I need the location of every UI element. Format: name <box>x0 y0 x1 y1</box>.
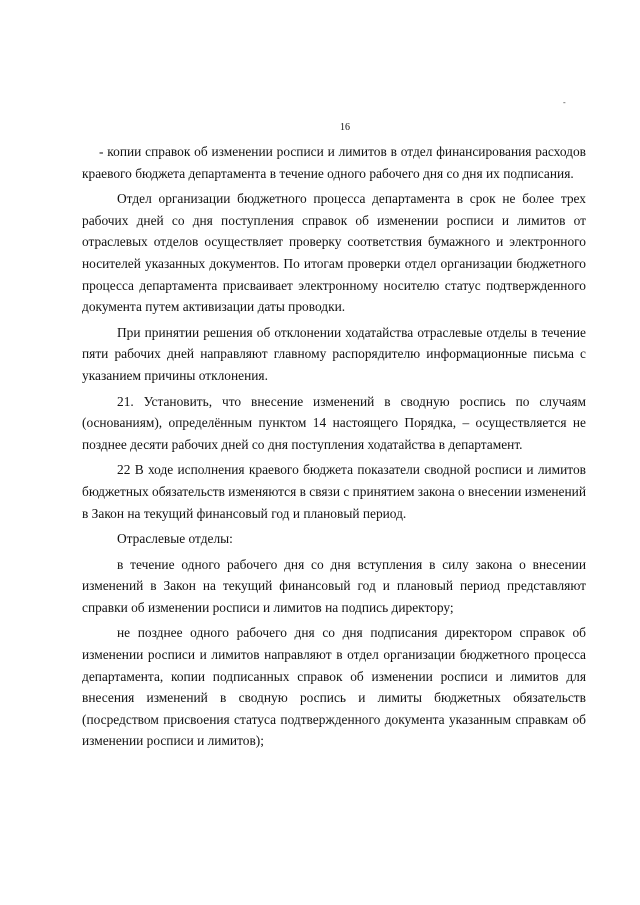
paragraph-budget-process-department-check: Отдел организации бюджетного процесса департамента в срок не более трех рабочих дней со дня поступления справок об изменении росписи и лимитов от отраслевых отделов осуществляет проверку соответствия бумажного и электронного носителей указанных документов. По итогам проверки отдел организации бюджетного процесса департамента присваивает электронному носителю статус подтвержденного документа путем активизации даты проводки. <box>82 191 586 315</box>
paragraph-item-22: 22 В ходе исполнения краевого бюджета показатели сводной росписи и лимитов бюджетных обязательств изменяются в связи с принятием закона о внесении изменений в Закон на текущий финансовый год и плановый период. <box>82 462 586 521</box>
document-body <box>82 141 586 752</box>
page-number: 16 <box>340 122 350 133</box>
paragraph-no-later-than-one-working-day: не позднее одного рабочего дня со дня подписания директором справок об изменении росписи и лимитов направляют в отдел организации бюджетного процесса департамента, копии подписанных справок об изменении росписи и лимитов для внесения изменений в сводную роспись и лимиты бюджетных обязательств (посредством присвоения статуса подтвержденного документа указанным справкам об изменении росписи и лимитов); <box>82 625 586 749</box>
paragraph-copies-of-certificates: - копии справок об изменении росписи и лимитов в отдел финансирования расходов краевого бюджета департамента в течение одного рабочего дня со дня их подписания. <box>82 144 586 181</box>
paragraph-item-21: 21. Установить, что внесение изменений в сводную роспись по случаям (основаниям), определённым пунктом 14 настоящего Порядка, – осуществляется не позднее десяти рабочих дней со дня поступления ходатайства в департамент. <box>82 393 586 452</box>
paragraph-within-one-working-day: в течение одного рабочего дня со дня вступления в силу закона о внесении изменений в Закон на текущий финансовый год и плановый период представляют справки об изменении росписи и лимитов на подпись директору; <box>82 556 586 615</box>
paragraph-rejection-of-petition: При принятии решения об отклонении ходатайства отраслевые отделы в течение пяти рабочих дней направляют главному распорядителю информационные письма с указанием причины отклонения. <box>82 324 586 383</box>
paragraph-sector-departments-heading: Отраслевые отделы: <box>117 531 233 547</box>
page-speck: - <box>563 98 566 107</box>
